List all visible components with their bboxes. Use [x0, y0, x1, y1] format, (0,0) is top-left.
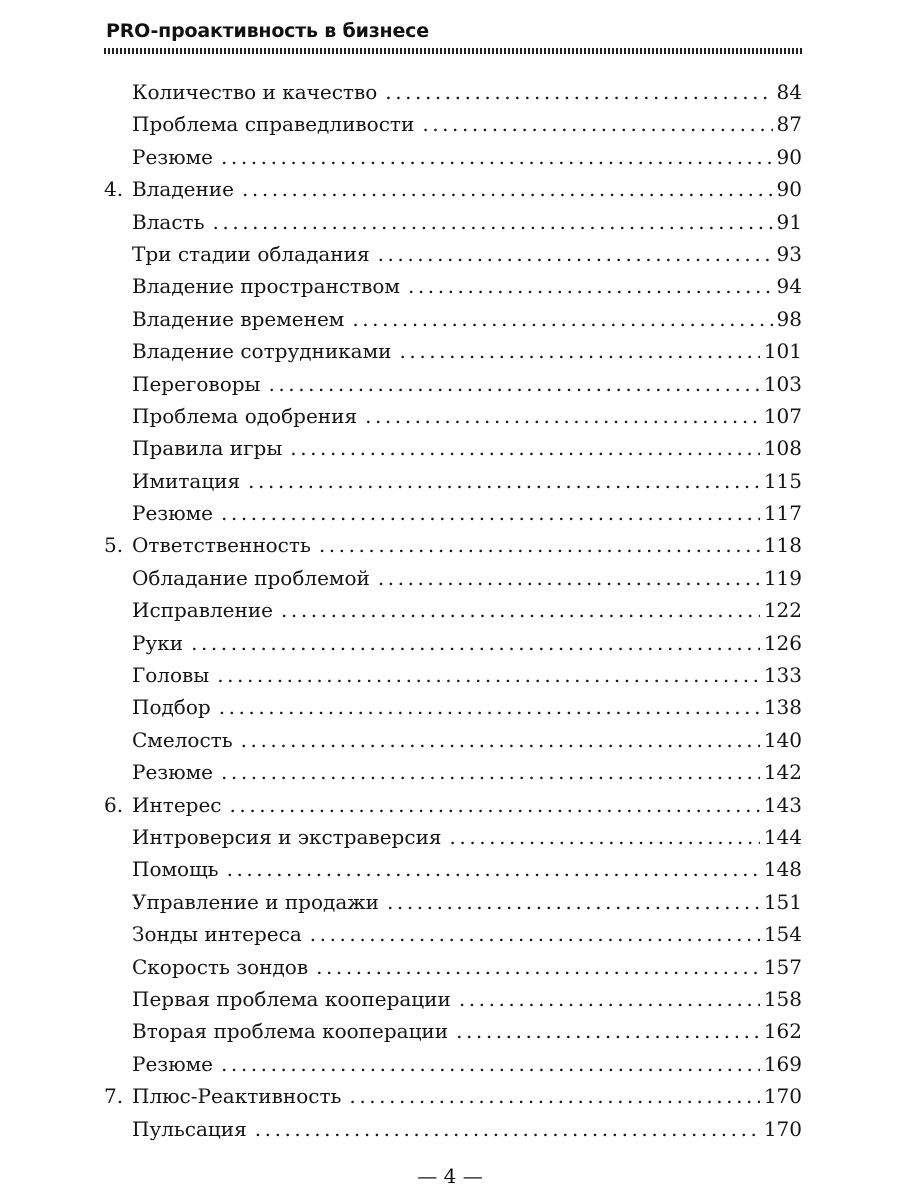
toc-section-entry [104, 987, 802, 1019]
dot-leader [316, 955, 760, 979]
toc-entry-title: Ответственность [132, 533, 311, 558]
toc-section-entry [104, 631, 802, 663]
toc-entry-title: Вторая проблема кооперации [132, 1019, 449, 1044]
toc-entry-title: Зонды интереса [132, 922, 302, 947]
toc-section-entry [104, 760, 802, 792]
toc-section-entry [104, 404, 802, 436]
toc-page-reference: 169 [763, 1051, 802, 1076]
toc-page-reference: 93 [776, 241, 802, 266]
toc-page-reference: 162 [763, 1019, 802, 1044]
chapter-number: 5. [104, 533, 124, 558]
dot-leader [221, 760, 760, 784]
toc-chapter-entry [104, 177, 802, 209]
dot-leader [212, 210, 772, 234]
toc-entry-title: Имитация [132, 468, 241, 493]
dot-leader [319, 533, 760, 557]
toc-page-reference: 98 [776, 306, 802, 331]
toc-entry-title: Проблема справедливости [132, 112, 415, 137]
dot-leader [387, 890, 760, 914]
dot-leader [221, 501, 760, 525]
toc-page-reference: 94 [776, 274, 802, 299]
toc-page-reference: 151 [763, 889, 802, 914]
toc-entry-title: Головы [132, 663, 210, 688]
dot-leader [227, 857, 760, 881]
toc-entry-title: Смелость [132, 727, 233, 752]
dot-leader [422, 112, 772, 136]
toc-section-entry [104, 112, 802, 144]
toc-page-reference: 154 [763, 922, 802, 947]
toc-entry-title: Первая проблема кооперации [132, 986, 451, 1011]
toc-page-reference: 138 [763, 695, 802, 720]
toc-page-reference: 91 [776, 209, 802, 234]
dot-leader [290, 436, 760, 460]
toc-entry-title: Пульсация [132, 1116, 247, 1141]
dot-leader [408, 274, 773, 298]
toc-entry-title: Интерес [132, 792, 222, 817]
toc-page-reference: 108 [763, 436, 802, 461]
toc-section-entry [104, 695, 802, 727]
toc-page-reference: 101 [763, 339, 802, 364]
toc-entry-title: Плюс-Реактивность [132, 1084, 342, 1109]
toc-section-entry [104, 825, 802, 857]
toc-entry-title: Владение [132, 177, 234, 202]
dot-leader [281, 598, 760, 622]
chapter-number: 4. [104, 177, 124, 202]
dot-leader [255, 1117, 760, 1141]
toc-entry-title: Интроверсия и экстраверсия [132, 824, 442, 849]
toc-page-reference: 122 [763, 598, 802, 623]
toc-page-reference: 140 [763, 727, 802, 752]
dot-leader [248, 469, 760, 493]
dot-leader [459, 987, 760, 1011]
toc-page-reference: 133 [763, 663, 802, 688]
table-of-contents [104, 80, 802, 1149]
toc-entry-title: Обладание проблемой [132, 565, 370, 590]
chapter-number: 6. [104, 792, 124, 817]
dot-leader [456, 1019, 760, 1043]
dot-leader [242, 177, 773, 201]
dot-leader [378, 242, 773, 266]
toc-section-entry [104, 339, 802, 371]
toc-page-reference: 87 [776, 112, 802, 137]
toc-section-entry [104, 307, 802, 339]
toc-entry-title: Резюме [132, 501, 214, 526]
toc-section-entry [104, 80, 802, 112]
toc-page-reference: 143 [763, 792, 802, 817]
toc-section-entry [104, 728, 802, 760]
toc-section-entry [104, 922, 802, 954]
dot-leader [349, 1084, 759, 1108]
dot-leader [385, 80, 772, 104]
dot-leader [217, 663, 760, 687]
toc-entry-title: Подбор [132, 695, 211, 720]
toc-page-reference: 126 [763, 630, 802, 655]
toc-chapter-entry [104, 793, 802, 825]
toc-page-reference: 84 [776, 80, 802, 104]
running-header-title: PRO-проактивность в бизнесе [106, 20, 429, 42]
toc-page-reference: 117 [763, 501, 802, 526]
toc-section-entry [104, 469, 802, 501]
toc-entry-title: Количество и качество [132, 80, 378, 104]
toc-entry-title: Управление и продажи [132, 889, 379, 914]
toc-page-reference: 144 [763, 824, 802, 849]
dot-leader [221, 145, 773, 169]
dot-leader [378, 566, 760, 590]
dot-leader [221, 1052, 760, 1076]
dot-leader [400, 339, 760, 363]
toc-entry-title: Резюме [132, 144, 214, 169]
toc-entry-title: Правила игры [132, 436, 283, 461]
dot-leader [268, 372, 759, 396]
toc-chapter-entry [104, 1084, 802, 1116]
toc-page-reference: 90 [776, 177, 802, 202]
toc-page-reference: 142 [763, 760, 802, 785]
toc-section-entry [104, 501, 802, 533]
toc-entry-title: Три стадии обладания [132, 241, 370, 266]
toc-section-entry [104, 1019, 802, 1051]
toc-page-reference: 157 [763, 954, 802, 979]
toc-chapter-entry [104, 533, 802, 565]
toc-page-reference: 103 [763, 371, 802, 396]
dot-leader [450, 825, 760, 849]
page-number: — 4 — [417, 1164, 483, 1188]
toc-page-reference: 90 [776, 144, 802, 169]
toc-entry-title: Скорость зондов [132, 954, 309, 979]
toc-section-entry [104, 372, 802, 404]
toc-entry-title: Руки [132, 630, 184, 655]
toc-page-reference: 158 [763, 986, 802, 1011]
toc-section-entry [104, 890, 802, 922]
toc-page-reference: 119 [763, 565, 802, 590]
toc-page-reference: 170 [763, 1116, 802, 1141]
toc-entry-title: Исправление [132, 598, 273, 623]
toc-entry-title: Владение временем [132, 306, 345, 331]
dot-leader [241, 728, 760, 752]
toc-section-entry [104, 274, 802, 306]
toc-entry-title: Владение сотрудниками [132, 339, 392, 364]
toc-page-reference: 107 [763, 403, 802, 428]
header-dotted-rule [104, 48, 802, 54]
dot-leader [352, 307, 772, 331]
toc-section-entry [104, 1117, 802, 1149]
chapter-number: 7. [104, 1084, 124, 1109]
toc-section-entry [104, 145, 802, 177]
toc-entry-title: Переговоры [132, 371, 261, 396]
dot-leader [219, 695, 760, 719]
toc-section-entry [104, 242, 802, 274]
dot-leader [365, 404, 760, 428]
toc-section-entry [104, 436, 802, 468]
dot-leader [230, 793, 760, 817]
toc-page-reference: 115 [763, 468, 802, 493]
toc-entry-title: Проблема одобрения [132, 403, 358, 428]
toc-page-reference: 118 [763, 533, 802, 558]
dot-leader [310, 922, 760, 946]
toc-entry-title: Резюме [132, 1051, 214, 1076]
toc-section-entry [104, 955, 802, 987]
toc-section-entry [104, 857, 802, 889]
toc-entry-title: Владение пространством [132, 274, 400, 299]
toc-section-entry [104, 210, 802, 242]
toc-section-entry [104, 566, 802, 598]
toc-section-entry [104, 598, 802, 630]
toc-entry-title: Резюме [132, 760, 214, 785]
dot-leader [191, 631, 760, 655]
toc-page-reference: 170 [763, 1084, 802, 1109]
toc-section-entry [104, 663, 802, 695]
toc-entry-title: Помощь [132, 857, 219, 882]
toc-page-reference: 148 [763, 857, 802, 882]
toc-section-entry [104, 1052, 802, 1084]
toc-entry-title: Власть [132, 209, 205, 234]
